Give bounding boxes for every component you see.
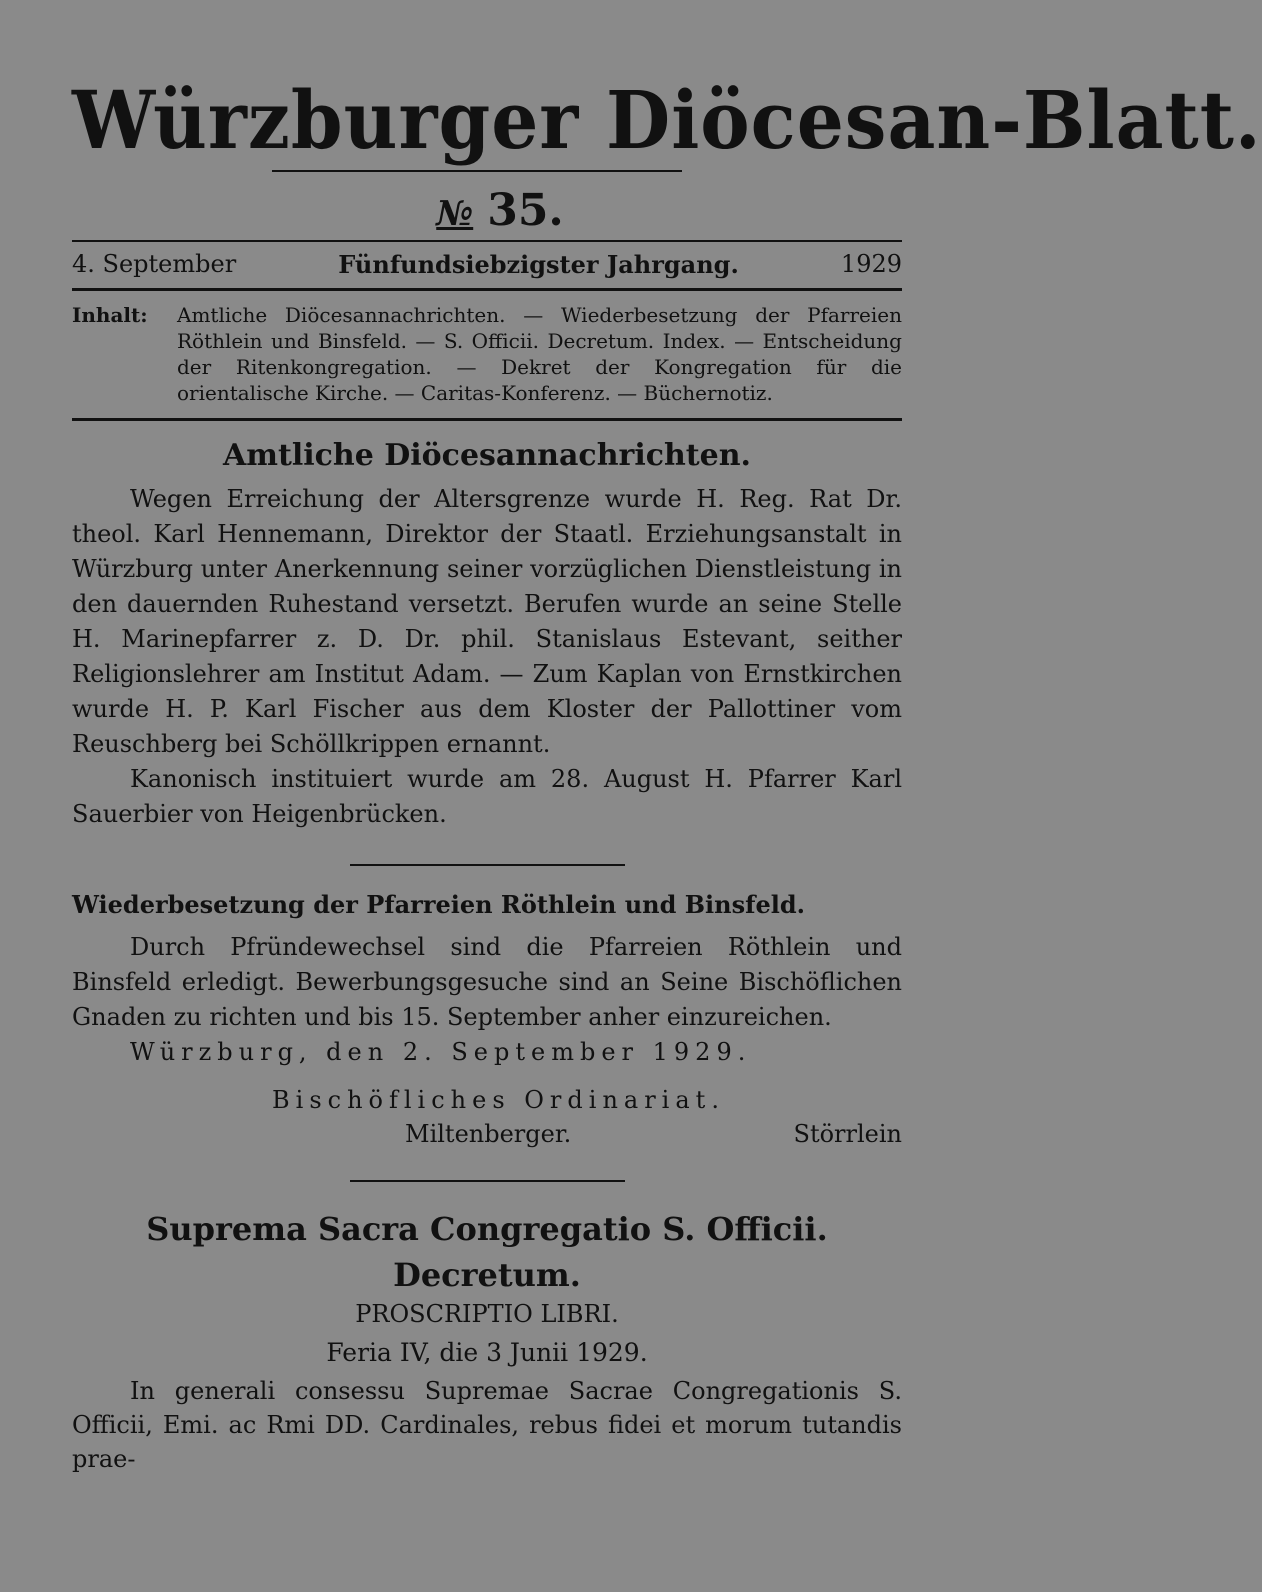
- paragraph: In generali consessu Supremae Sacrae Congregationis S. Officii, Emi. ac Rmi DD. Cardinales, rebus fidei et morum tutandis prae-: [72, 1377, 902, 1473]
- place-date: Würzburg, den 2. September 1929.: [130, 1038, 752, 1066]
- toc-label: Inhalt:: [72, 303, 148, 327]
- signature-stoerrlein: Störrlein: [793, 1120, 902, 1148]
- section-heading-sacra-congregatio: Suprema Sacra Congregatio S. Officii.: [146, 1210, 828, 1248]
- issue-year: 1929: [840, 250, 902, 278]
- decree-text: [72, 1374, 902, 1476]
- dateline: [72, 250, 902, 279]
- section-heading-parish-vacancy: Wiederbesetzung der Pfarreien Röthlein und Binsfeld.: [72, 890, 805, 919]
- paragraph: Wegen Erreichung der Altersgrenze wurde H. Reg. Rat Dr. theol. Karl Hennemann, Direktor der Staatl. Erziehungsanstalt in Würzburg unter Anerkennung seiner vorzüglichen Dienstleistung in den dauernden Ruhestand versetzt. Berufen wurde an seine Stelle H. Marinepfarrer z. D. Dr. phil. Stanislaus Estevant, seither Religionslehrer am Institut Adam. — Zum Kaplan von Ernstkirchen wurde H. P. Karl Fischer aus dem Kloster der Pallottiner vom Reuschberg bei Schöllkrippen ernannt.: [72, 485, 902, 758]
- toc-rule: [72, 418, 902, 421]
- toc-text: Amtliche Diöcesannachrichten. — Wiederbesetzung der Pfarreien Röthlein und Binsfeld. — S. Officii. Decretum. Index. — Entscheidung der Ritenkongregation. — Dekret der Kongregation für die orientalische Kirche. — Caritas-Konferenz. — Büchernotiz.: [177, 303, 902, 405]
- section-parish-vacancy-body: [72, 930, 902, 1070]
- issue-prefix: №: [436, 194, 474, 234]
- issue-value: 35.: [487, 185, 564, 236]
- section-divider: [350, 864, 625, 866]
- section-official-news-body: [72, 482, 902, 832]
- issue-number: [0, 185, 1000, 236]
- issuing-office: Bischöfliches Ordinariat.: [272, 1086, 725, 1114]
- decree-subtitle: PROSCRIPTIO LIBRI.: [355, 1300, 619, 1328]
- dateline-top-rule: [72, 240, 902, 242]
- section-heading-official-news: Amtliche Diöcesannachrichten.: [222, 438, 751, 473]
- table-of-contents: [72, 302, 902, 406]
- section-divider: [350, 1180, 625, 1182]
- masthead-title: Würzburger Diöcesan-Blatt.: [72, 74, 1262, 168]
- paragraph: Durch Pfründewechsel sind die Pfarreien Röthlein und Binsfeld erledigt. Bewerbungsgesuche sind an Seine Bischöflichen Gnaden zu richten und bis 15. September anher einzureichen.: [72, 933, 902, 1031]
- decretum-heading: Decretum.: [393, 1256, 581, 1294]
- signature-miltenberger: Miltenberger.: [405, 1120, 572, 1148]
- volume-label: Fünfundsiebzigster Jahrgang.: [338, 250, 739, 279]
- paragraph: Kanonisch instituiert wurde am 28. August H. Pfarrer Karl Sauerbier von Heigenbrücken.: [72, 765, 902, 828]
- title-rule: [272, 170, 682, 172]
- decree-date: Feria IV, die 3 Junii 1929.: [326, 1338, 648, 1367]
- dateline-bottom-rule: [72, 288, 902, 291]
- issue-date: 4. September: [72, 250, 237, 278]
